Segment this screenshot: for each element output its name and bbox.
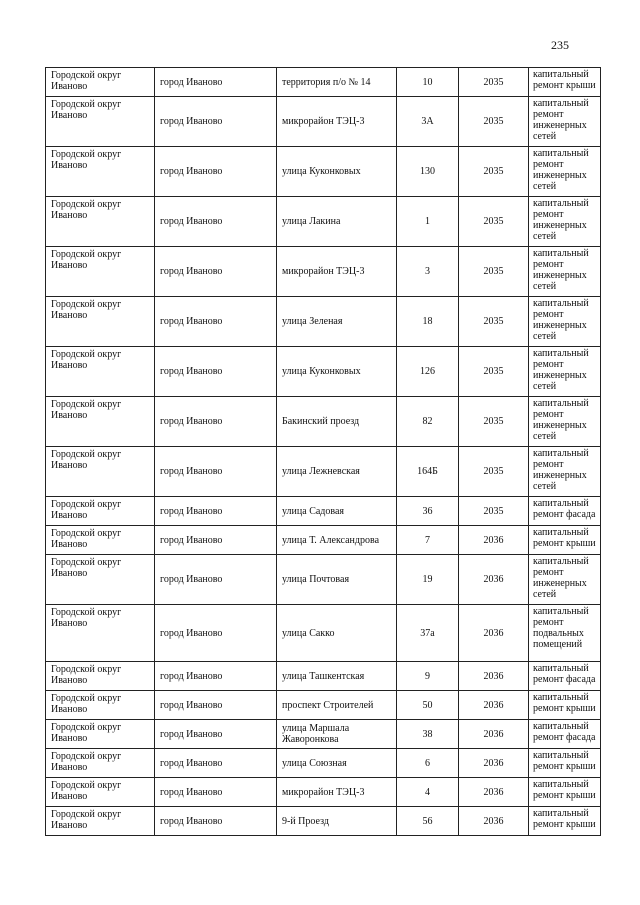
table-row	[46, 555, 601, 605]
street-cell: улица Сакко	[277, 605, 397, 662]
city-cell: город Иваново	[155, 147, 277, 197]
table-row	[46, 147, 601, 197]
district-cell: Городской округ Иваново	[46, 397, 155, 447]
city-cell: город Иваново	[155, 778, 277, 807]
work-type-cell: капитальный ремонт инженерных сетей	[529, 197, 601, 247]
district-cell: Городской округ Иваново	[46, 526, 155, 555]
work-type-cell: капитальный ремонт крыши	[529, 807, 601, 836]
work-type-cell: капитальный ремонт инженерных сетей	[529, 555, 601, 605]
house-number-cell: 37а	[397, 605, 459, 662]
district-cell: Городской округ Иваново	[46, 605, 155, 662]
district-cell: Городской округ Иваново	[46, 691, 155, 720]
city-cell: город Иваново	[155, 347, 277, 397]
district-cell: Городской округ Иваново	[46, 247, 155, 297]
house-number-cell: 164Б	[397, 447, 459, 497]
city-cell: город Иваново	[155, 749, 277, 778]
city-cell: город Иваново	[155, 197, 277, 247]
work-type-cell: капитальный ремонт инженерных сетей	[529, 297, 601, 347]
year-cell: 2036	[459, 691, 529, 720]
city-cell: город Иваново	[155, 555, 277, 605]
city-cell: город Иваново	[155, 68, 277, 97]
city-cell: город Иваново	[155, 605, 277, 662]
street-cell: улица Почтовая	[277, 555, 397, 605]
year-cell: 2036	[459, 807, 529, 836]
year-cell: 2036	[459, 526, 529, 555]
table-row	[46, 197, 601, 247]
year-cell: 2035	[459, 447, 529, 497]
street-cell: территория п/о № 14	[277, 68, 397, 97]
work-type-cell: капитальный ремонт инженерных сетей	[529, 147, 601, 197]
work-type-cell: капитальный ремонт фасада	[529, 720, 601, 749]
work-type-cell: капитальный ремонт инженерных сетей	[529, 347, 601, 397]
house-number-cell: 4	[397, 778, 459, 807]
city-cell: город Иваново	[155, 807, 277, 836]
street-cell: Бакинский проезд	[277, 397, 397, 447]
table-row	[46, 247, 601, 297]
street-cell: улица Куконковых	[277, 347, 397, 397]
house-number-cell: 38	[397, 720, 459, 749]
city-cell: город Иваново	[155, 97, 277, 147]
city-cell: город Иваново	[155, 691, 277, 720]
city-cell: город Иваново	[155, 720, 277, 749]
table-row	[46, 347, 601, 397]
work-type-cell: капитальный ремонт крыши	[529, 778, 601, 807]
district-cell: Городской округ Иваново	[46, 347, 155, 397]
street-cell: улица Лакина	[277, 197, 397, 247]
table-row	[46, 720, 601, 749]
city-cell: город Иваново	[155, 397, 277, 447]
table-row	[46, 691, 601, 720]
table-row	[46, 807, 601, 836]
work-type-cell: капитальный ремонт инженерных сетей	[529, 397, 601, 447]
district-cell: Городской округ Иваново	[46, 778, 155, 807]
district-cell: Городской округ Иваново	[46, 662, 155, 691]
district-cell: Городской округ Иваново	[46, 720, 155, 749]
house-number-cell: 82	[397, 397, 459, 447]
district-cell: Городской округ Иваново	[46, 297, 155, 347]
year-cell: 2035	[459, 397, 529, 447]
table-row	[46, 497, 601, 526]
year-cell: 2035	[459, 97, 529, 147]
street-cell: улица Зеленая	[277, 297, 397, 347]
year-cell: 2035	[459, 297, 529, 347]
house-number-cell: 36	[397, 497, 459, 526]
house-number-cell: 18	[397, 297, 459, 347]
street-cell: улица Лежневская	[277, 447, 397, 497]
repair-schedule-table	[45, 67, 601, 836]
district-cell: Городской округ Иваново	[46, 97, 155, 147]
year-cell: 2035	[459, 197, 529, 247]
table-row	[46, 605, 601, 662]
year-cell: 2036	[459, 720, 529, 749]
work-type-cell: капитальный ремонт крыши	[529, 691, 601, 720]
house-number-cell: 3А	[397, 97, 459, 147]
city-cell: город Иваново	[155, 297, 277, 347]
year-cell: 2035	[459, 497, 529, 526]
table-row	[46, 297, 601, 347]
house-number-cell: 50	[397, 691, 459, 720]
year-cell: 2036	[459, 749, 529, 778]
work-type-cell: капитальный ремонт инженерных сетей	[529, 247, 601, 297]
year-cell: 2035	[459, 247, 529, 297]
table-row	[46, 662, 601, 691]
city-cell: город Иваново	[155, 447, 277, 497]
work-type-cell: капитальный ремонт крыши	[529, 749, 601, 778]
year-cell: 2035	[459, 147, 529, 197]
district-cell: Городской округ Иваново	[46, 497, 155, 526]
work-type-cell: капитальный ремонт подвальных помещений	[529, 605, 601, 662]
street-cell: улица Садовая	[277, 497, 397, 526]
house-number-cell: 19	[397, 555, 459, 605]
work-type-cell: капитальный ремонт инженерных сетей	[529, 97, 601, 147]
year-cell: 2036	[459, 662, 529, 691]
house-number-cell: 9	[397, 662, 459, 691]
street-cell: проспект Строителей	[277, 691, 397, 720]
house-number-cell: 10	[397, 68, 459, 97]
house-number-cell: 7	[397, 526, 459, 555]
street-cell: микрорайон ТЭЦ-3	[277, 778, 397, 807]
district-cell: Городской округ Иваново	[46, 197, 155, 247]
street-cell: улица Ташкентская	[277, 662, 397, 691]
house-number-cell: 126	[397, 347, 459, 397]
city-cell: город Иваново	[155, 526, 277, 555]
city-cell: город Иваново	[155, 662, 277, 691]
work-type-cell: капитальный ремонт крыши	[529, 68, 601, 97]
district-cell: Городской округ Иваново	[46, 807, 155, 836]
street-cell: улица Маршала Жаворонкова	[277, 720, 397, 749]
year-cell: 2035	[459, 68, 529, 97]
table-row	[46, 97, 601, 147]
year-cell: 2035	[459, 347, 529, 397]
year-cell: 2036	[459, 605, 529, 662]
street-cell: улица Т. Александрова	[277, 526, 397, 555]
street-cell: улица Куконковых	[277, 147, 397, 197]
street-cell: микрорайон ТЭЦ-3	[277, 247, 397, 297]
district-cell: Городской округ Иваново	[46, 68, 155, 97]
year-cell: 2036	[459, 778, 529, 807]
district-cell: Городской округ Иваново	[46, 447, 155, 497]
table-row	[46, 397, 601, 447]
house-number-cell: 6	[397, 749, 459, 778]
table-row	[46, 68, 601, 97]
city-cell: город Иваново	[155, 497, 277, 526]
street-cell: микрорайон ТЭЦ-3	[277, 97, 397, 147]
year-cell: 2036	[459, 555, 529, 605]
table-row	[46, 447, 601, 497]
work-type-cell: капитальный ремонт фасада	[529, 662, 601, 691]
work-type-cell: капитальный ремонт инженерных сетей	[529, 447, 601, 497]
table-row	[46, 526, 601, 555]
house-number-cell: 56	[397, 807, 459, 836]
page-number: 235	[551, 38, 569, 52]
house-number-cell: 130	[397, 147, 459, 197]
district-cell: Городской округ Иваново	[46, 555, 155, 605]
house-number-cell: 1	[397, 197, 459, 247]
work-type-cell: капитальный ремонт крыши	[529, 526, 601, 555]
house-number-cell: 3	[397, 247, 459, 297]
district-cell: Городской округ Иваново	[46, 749, 155, 778]
table-row	[46, 749, 601, 778]
street-cell: 9-й Проезд	[277, 807, 397, 836]
table-row	[46, 778, 601, 807]
district-cell: Городской округ Иваново	[46, 147, 155, 197]
city-cell: город Иваново	[155, 247, 277, 297]
street-cell: улица Союзная	[277, 749, 397, 778]
work-type-cell: капитальный ремонт фасада	[529, 497, 601, 526]
table-body	[46, 68, 601, 836]
